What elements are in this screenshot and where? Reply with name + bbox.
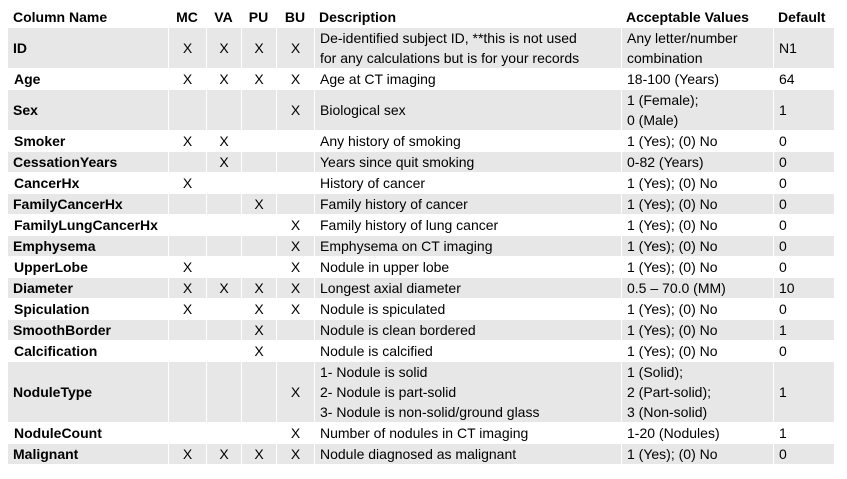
mc-cell (168, 422, 206, 443)
description-cell (314, 340, 621, 361)
va-cell: X (206, 68, 241, 89)
variables-table (8, 6, 834, 464)
pu-cell: X (241, 193, 276, 214)
column-name-cell: Spiculation (8, 298, 168, 319)
acceptable-values-cell-line: 1 (Yes); (0) No (627, 175, 718, 191)
default-cell: N1 (773, 27, 834, 68)
va-cell (206, 340, 241, 361)
header-default: Default (778, 8, 826, 25)
column-name-cell: CancerHx (8, 172, 168, 193)
header-row (8, 6, 834, 27)
bu-cell: X (276, 27, 314, 68)
bu-cell: X (276, 443, 314, 464)
bu-cell: X (276, 235, 314, 256)
default-cell: 64 (773, 68, 834, 89)
column-name-cell: SmoothBorder (8, 319, 168, 340)
header-acceptable-values: Acceptable Values (626, 8, 749, 25)
pu-cell: X (241, 340, 276, 361)
description-cell-line: 1- Nodule is solid (320, 364, 428, 380)
description-cell (314, 298, 621, 319)
table-row (8, 422, 834, 443)
pu-cell (241, 172, 276, 193)
description-cell (314, 422, 621, 443)
description-cell-line: Emphysema on CT imaging (320, 238, 493, 254)
table-row (8, 172, 834, 193)
table-row (8, 298, 834, 319)
bu-cell: X (276, 89, 314, 130)
table-row (8, 89, 834, 130)
acceptable-values-cell (621, 89, 773, 130)
description-cell (314, 151, 621, 172)
bu-cell: X (276, 256, 314, 277)
acceptable-values-cell-line: 1 (Yes); (0) No (627, 301, 718, 317)
va-cell: X (206, 130, 241, 151)
va-cell (206, 361, 241, 422)
column-name-cell: NoduleCount (8, 422, 168, 443)
acceptable-values-cell (621, 422, 773, 443)
table-body (8, 27, 834, 464)
table-row (8, 340, 834, 361)
description-cell (314, 319, 621, 340)
table-row (8, 68, 834, 89)
acceptable-values-cell (621, 151, 773, 172)
column-name-cell: CessationYears (8, 151, 168, 172)
pu-cell: X (241, 443, 276, 464)
acceptable-values-cell-line: 1 (Yes); (0) No (627, 343, 718, 359)
bu-cell (276, 193, 314, 214)
acceptable-values-cell (621, 214, 773, 235)
acceptable-values-cell-line: 3 (Non-solid) (627, 404, 708, 420)
default-cell: 0 (773, 256, 834, 277)
table-row (8, 214, 834, 235)
acceptable-values-cell-line: combination (627, 50, 703, 66)
pu-cell: X (241, 27, 276, 68)
va-cell: X (206, 443, 241, 464)
bu-cell (276, 172, 314, 193)
description-cell-line: Nodule diagnosed as malignant (320, 446, 517, 462)
va-cell (206, 172, 241, 193)
va-cell (206, 235, 241, 256)
bu-cell: X (276, 422, 314, 443)
bu-cell (276, 340, 314, 361)
column-name-cell: Sex (8, 89, 168, 130)
description-cell (314, 130, 621, 151)
description-cell-line: Nodule is calcified (320, 343, 433, 359)
mc-cell (168, 319, 206, 340)
column-name-cell: Smoker (8, 130, 168, 151)
va-cell: X (206, 151, 241, 172)
description-cell-line: Family history of cancer (320, 196, 468, 212)
pu-cell (241, 361, 276, 422)
bu-cell: X (276, 68, 314, 89)
pu-cell (241, 214, 276, 235)
description-cell-line: 2- Nodule is part-solid (320, 384, 457, 400)
mc-cell (168, 361, 206, 422)
default-cell: 0 (773, 214, 834, 235)
pu-cell (241, 256, 276, 277)
pu-cell: X (241, 68, 276, 89)
column-name-cell: FamilyLungCancerHx (8, 214, 168, 235)
table-row (8, 443, 834, 464)
acceptable-values-cell-line: 2 (Part-solid); (627, 384, 712, 400)
acceptable-values-cell-line: 1 (Solid); (627, 364, 684, 380)
acceptable-values-cell (621, 361, 773, 422)
header-description: Description (319, 8, 397, 25)
description-cell-line: Family history of lung cancer (320, 217, 499, 233)
table-row (8, 256, 834, 277)
column-name-cell: FamilyCancerHx (8, 193, 168, 214)
description-cell-line: Biological sex (320, 102, 406, 118)
default-cell: 0 (773, 172, 834, 193)
description-cell (314, 193, 621, 214)
pu-cell (241, 89, 276, 130)
mc-cell (168, 151, 206, 172)
header-pu: PU (248, 8, 269, 25)
table-row (8, 235, 834, 256)
header-bu: BU (284, 8, 306, 25)
description-cell (314, 68, 621, 89)
acceptable-values-cell (621, 68, 773, 89)
bu-cell (276, 130, 314, 151)
pu-cell: X (241, 319, 276, 340)
description-cell-line: De-identified subject ID, **this is not used (320, 30, 577, 46)
column-name-cell: Emphysema (8, 235, 168, 256)
bu-cell: X (276, 361, 314, 422)
va-cell (206, 319, 241, 340)
mc-cell: X (168, 443, 206, 464)
acceptable-values-cell (621, 298, 773, 319)
description-cell (314, 256, 621, 277)
description-cell-line: for any calculations but is for your records (320, 50, 580, 66)
acceptable-values-cell (621, 443, 773, 464)
mc-cell: X (168, 68, 206, 89)
header-va: VA (214, 8, 233, 25)
default-cell: 0 (773, 298, 834, 319)
default-cell: 0 (773, 130, 834, 151)
acceptable-values-cell-line: 1-20 (Nodules) (627, 425, 720, 441)
description-cell (314, 277, 621, 298)
description-cell-line: Longest axial diameter (320, 280, 461, 296)
acceptable-values-cell-line: Any letter/number (627, 30, 738, 46)
mc-cell (168, 235, 206, 256)
column-name-cell: ID (8, 27, 168, 68)
va-cell (206, 193, 241, 214)
acceptable-values-cell-line: 1 (Yes); (0) No (627, 133, 718, 149)
column-name-cell: Age (8, 68, 168, 89)
acceptable-values-cell (621, 277, 773, 298)
acceptable-values-cell (621, 256, 773, 277)
acceptable-values-cell-line: 1 (Yes); (0) No (627, 238, 718, 254)
description-cell-line: Nodule is spiculated (320, 301, 446, 317)
table-row (8, 27, 834, 68)
default-cell: 1 (773, 89, 834, 130)
bu-cell: X (276, 214, 314, 235)
description-cell (314, 443, 621, 464)
table-row (8, 277, 834, 298)
acceptable-values-cell (621, 130, 773, 151)
header-mc: MC (176, 8, 198, 25)
table-row (8, 193, 834, 214)
va-cell (206, 214, 241, 235)
bu-cell (276, 319, 314, 340)
description-cell (314, 235, 621, 256)
table-row (8, 319, 834, 340)
va-cell (206, 256, 241, 277)
default-cell: 1 (773, 319, 834, 340)
mc-cell: X (168, 277, 206, 298)
va-cell: X (206, 27, 241, 68)
bu-cell: X (276, 277, 314, 298)
pu-cell: X (241, 277, 276, 298)
description-cell-line: Years since quit smoking (320, 154, 475, 170)
description-cell-line: Nodule in upper lobe (320, 259, 450, 275)
column-name-cell: Malignant (8, 443, 168, 464)
acceptable-values-cell (621, 340, 773, 361)
column-name-cell: Calcification (8, 340, 168, 361)
va-cell: X (206, 277, 241, 298)
description-cell (314, 172, 621, 193)
acceptable-values-cell (621, 172, 773, 193)
acceptable-values-cell (621, 319, 773, 340)
default-cell: 0 (773, 193, 834, 214)
description-cell-line: 3- Nodule is non-solid/ground glass (320, 404, 540, 420)
pu-cell (241, 151, 276, 172)
pu-cell (241, 422, 276, 443)
acceptable-values-cell-line: 18-100 (Years) (627, 71, 720, 87)
mc-cell (168, 340, 206, 361)
column-name-cell: Diameter (8, 277, 168, 298)
default-cell: 1 (773, 361, 834, 422)
description-cell-line: Any history of smoking (320, 133, 461, 149)
default-cell: 0 (773, 443, 834, 464)
acceptable-values-cell-line: 1 (Yes); (0) No (627, 259, 718, 275)
mc-cell: X (168, 130, 206, 151)
description-cell-line: Nodule is clean bordered (320, 322, 476, 338)
pu-cell (241, 130, 276, 151)
table-row (8, 130, 834, 151)
description-cell (314, 214, 621, 235)
mc-cell: X (168, 172, 206, 193)
description-cell (314, 361, 621, 422)
mc-cell: X (168, 256, 206, 277)
description-cell-line: Number of nodules in CT imaging (320, 425, 529, 441)
acceptable-values-cell-line: 1 (Yes); (0) No (627, 322, 718, 338)
acceptable-values-cell-line: 1 (Female); (627, 92, 699, 108)
acceptable-values-cell-line: 1 (Yes); (0) No (627, 446, 718, 462)
mc-cell (168, 89, 206, 130)
header-column-name: Column Name (13, 8, 108, 25)
bu-cell: X (276, 298, 314, 319)
column-name-cell: UpperLobe (8, 256, 168, 277)
mc-cell: X (168, 27, 206, 68)
variables-table-wrapper (8, 6, 834, 464)
acceptable-values-cell-line: 1 (Yes); (0) No (627, 196, 718, 212)
table-row (8, 151, 834, 172)
va-cell (206, 422, 241, 443)
default-cell: 0 (773, 340, 834, 361)
pu-cell: X (241, 298, 276, 319)
acceptable-values-cell-line: 1 (Yes); (0) No (627, 217, 718, 233)
default-cell: 1 (773, 422, 834, 443)
default-cell: 10 (773, 277, 834, 298)
mc-cell (168, 193, 206, 214)
acceptable-values-cell (621, 27, 773, 68)
description-cell (314, 89, 621, 130)
pu-cell (241, 235, 276, 256)
acceptable-values-cell-line: 0-82 (Years) (627, 154, 704, 170)
mc-cell (168, 214, 206, 235)
va-cell (206, 298, 241, 319)
default-cell: 0 (773, 151, 834, 172)
description-cell-line: History of cancer (320, 175, 426, 191)
acceptable-values-cell-line: 0.5 – 70.0 (MM) (627, 280, 726, 296)
description-cell (314, 27, 621, 68)
acceptable-values-cell (621, 193, 773, 214)
va-cell (206, 89, 241, 130)
table-row (8, 361, 834, 422)
bu-cell (276, 151, 314, 172)
default-cell: 0 (773, 235, 834, 256)
column-name-cell: NoduleType (8, 361, 168, 422)
acceptable-values-cell-line: 0 (Male) (627, 112, 679, 128)
description-cell-line: Age at CT imaging (320, 71, 436, 87)
mc-cell: X (168, 298, 206, 319)
acceptable-values-cell (621, 235, 773, 256)
